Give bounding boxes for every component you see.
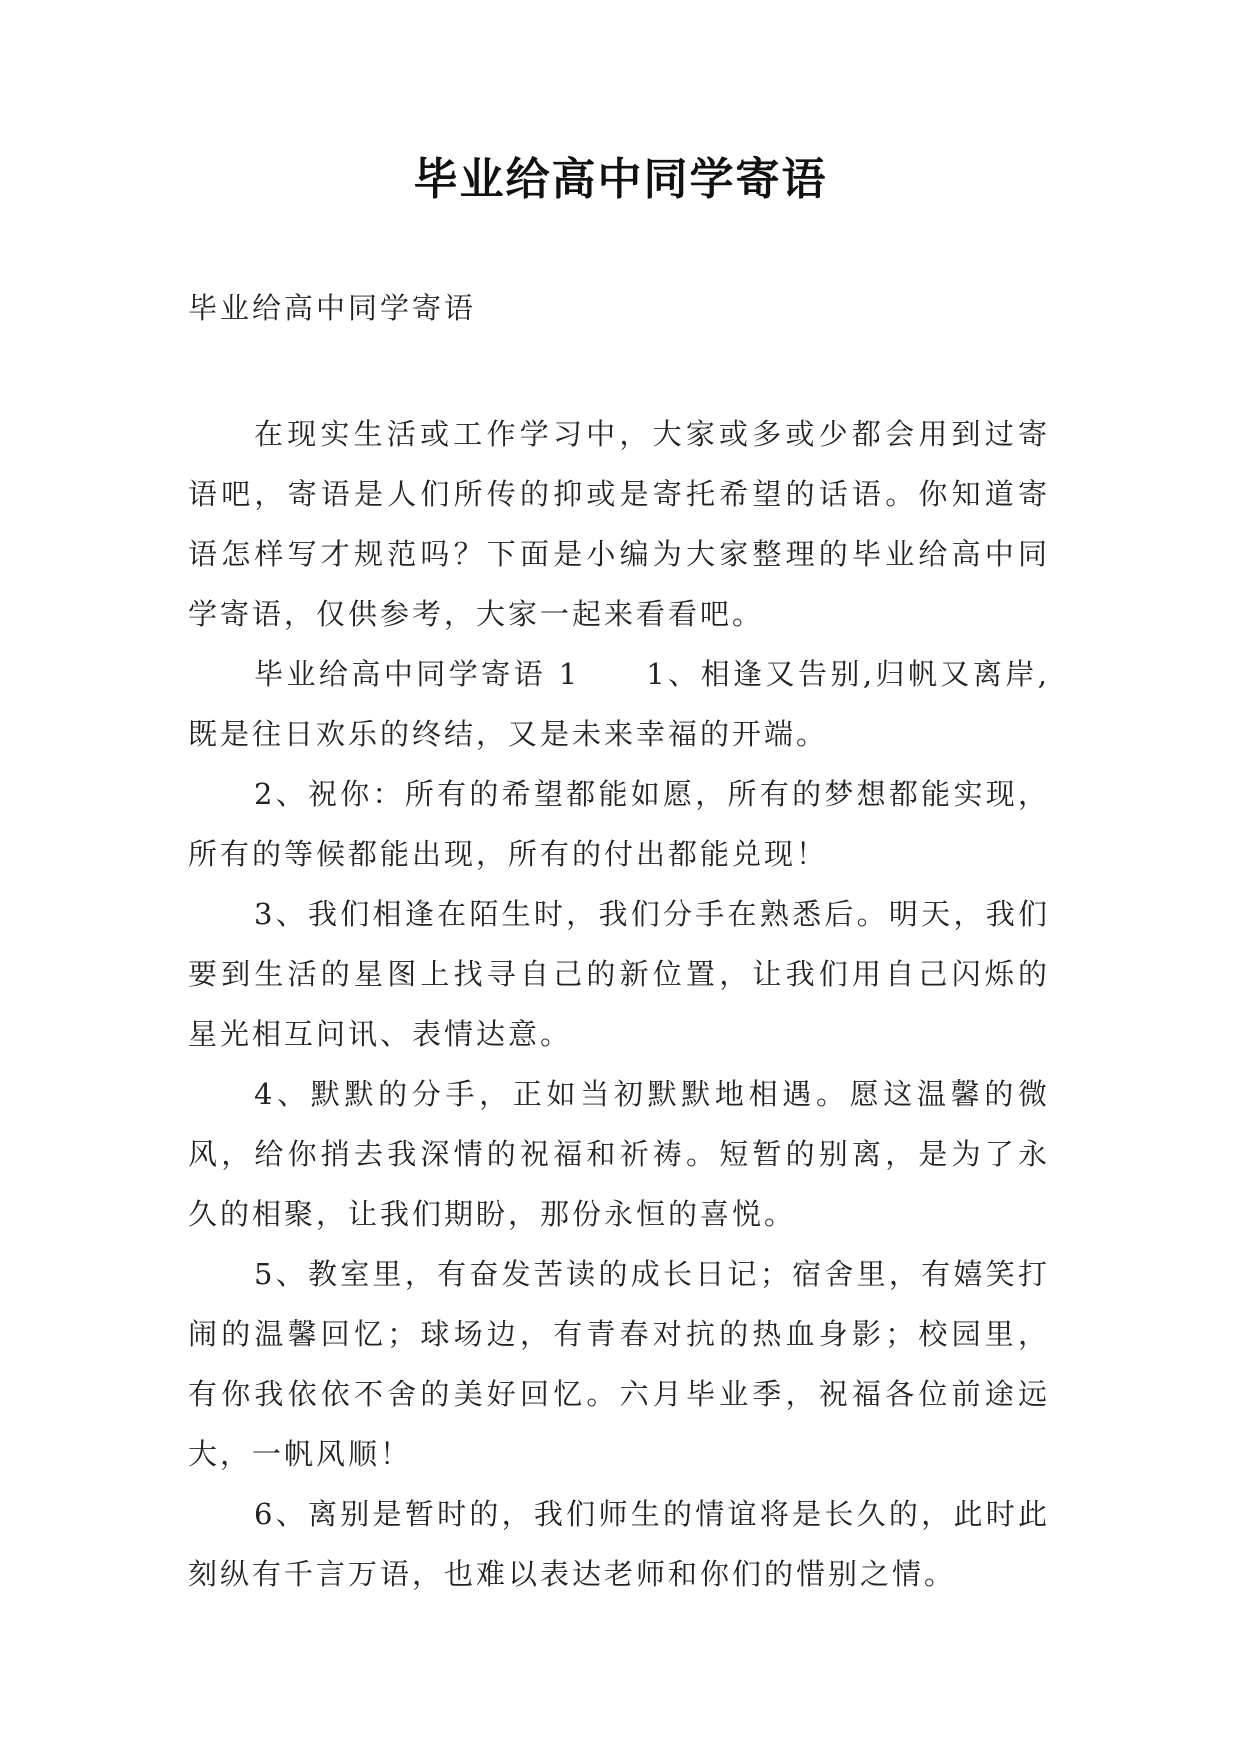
document-body: [188, 404, 1050, 1604]
intro-paragraph: 在现实生活或工作学习中，大家或多或少都会用到过寄语吧，寄语是人们所传的抑或是寄托希望的话语。你知道寄语怎样写才规范吗？下面是小编为大家整理的毕业给高中同学寄语，仅供参考，大家一起来看看吧。: [188, 417, 1050, 631]
item-paragraph-2: 2、祝你：所有的希望都能如愿，所有的梦想都能实现，所有的等候都能出现，所有的付出都能兑现！: [188, 777, 1050, 871]
item-paragraph-3: 3、我们相逢在陌生时，我们分手在熟悉后。明天，我们要到生活的星图上找寻自己的新位置，让我们用自己闪烁的星光相互问讯、表情达意。: [188, 897, 1050, 1051]
item-paragraph-4: 4、默默的分手，正如当初默默地相遇。愿这温馨的微风，给你捎去我深情的祝福和祈祷。短暂的别离，是为了永久的相聚，让我们期盼，那份永恒的喜悦。: [188, 1077, 1050, 1231]
item-paragraph-5: 5、教室里，有奋发苦读的成长日记；宿舍里，有嬉笑打闹的温馨回忆；球场边，有青春对抗的热血身影；校园里，有你我依依不舍的美好回忆。六月毕业季，祝福各位前途远大，一帆风顺！: [188, 1257, 1050, 1471]
item-paragraph-6: 6、离别是暂时的，我们师生的情谊将是长久的，此时此刻纵有千言万语，也难以表达老师和你们的惜别之情。: [188, 1497, 1050, 1591]
document-subtitle: 毕业给高中同学寄语: [188, 291, 477, 325]
item-text-1: 1、相逢又告别,归帆又离岸,既是往日欢乐的终结，又是未来幸福的开端。: [188, 657, 1051, 751]
section-heading: 毕业给高中同学寄语 1: [254, 657, 581, 691]
document-title: 毕业给高中同学寄语: [413, 154, 828, 205]
item-paragraph-1: [188, 644, 1050, 764]
